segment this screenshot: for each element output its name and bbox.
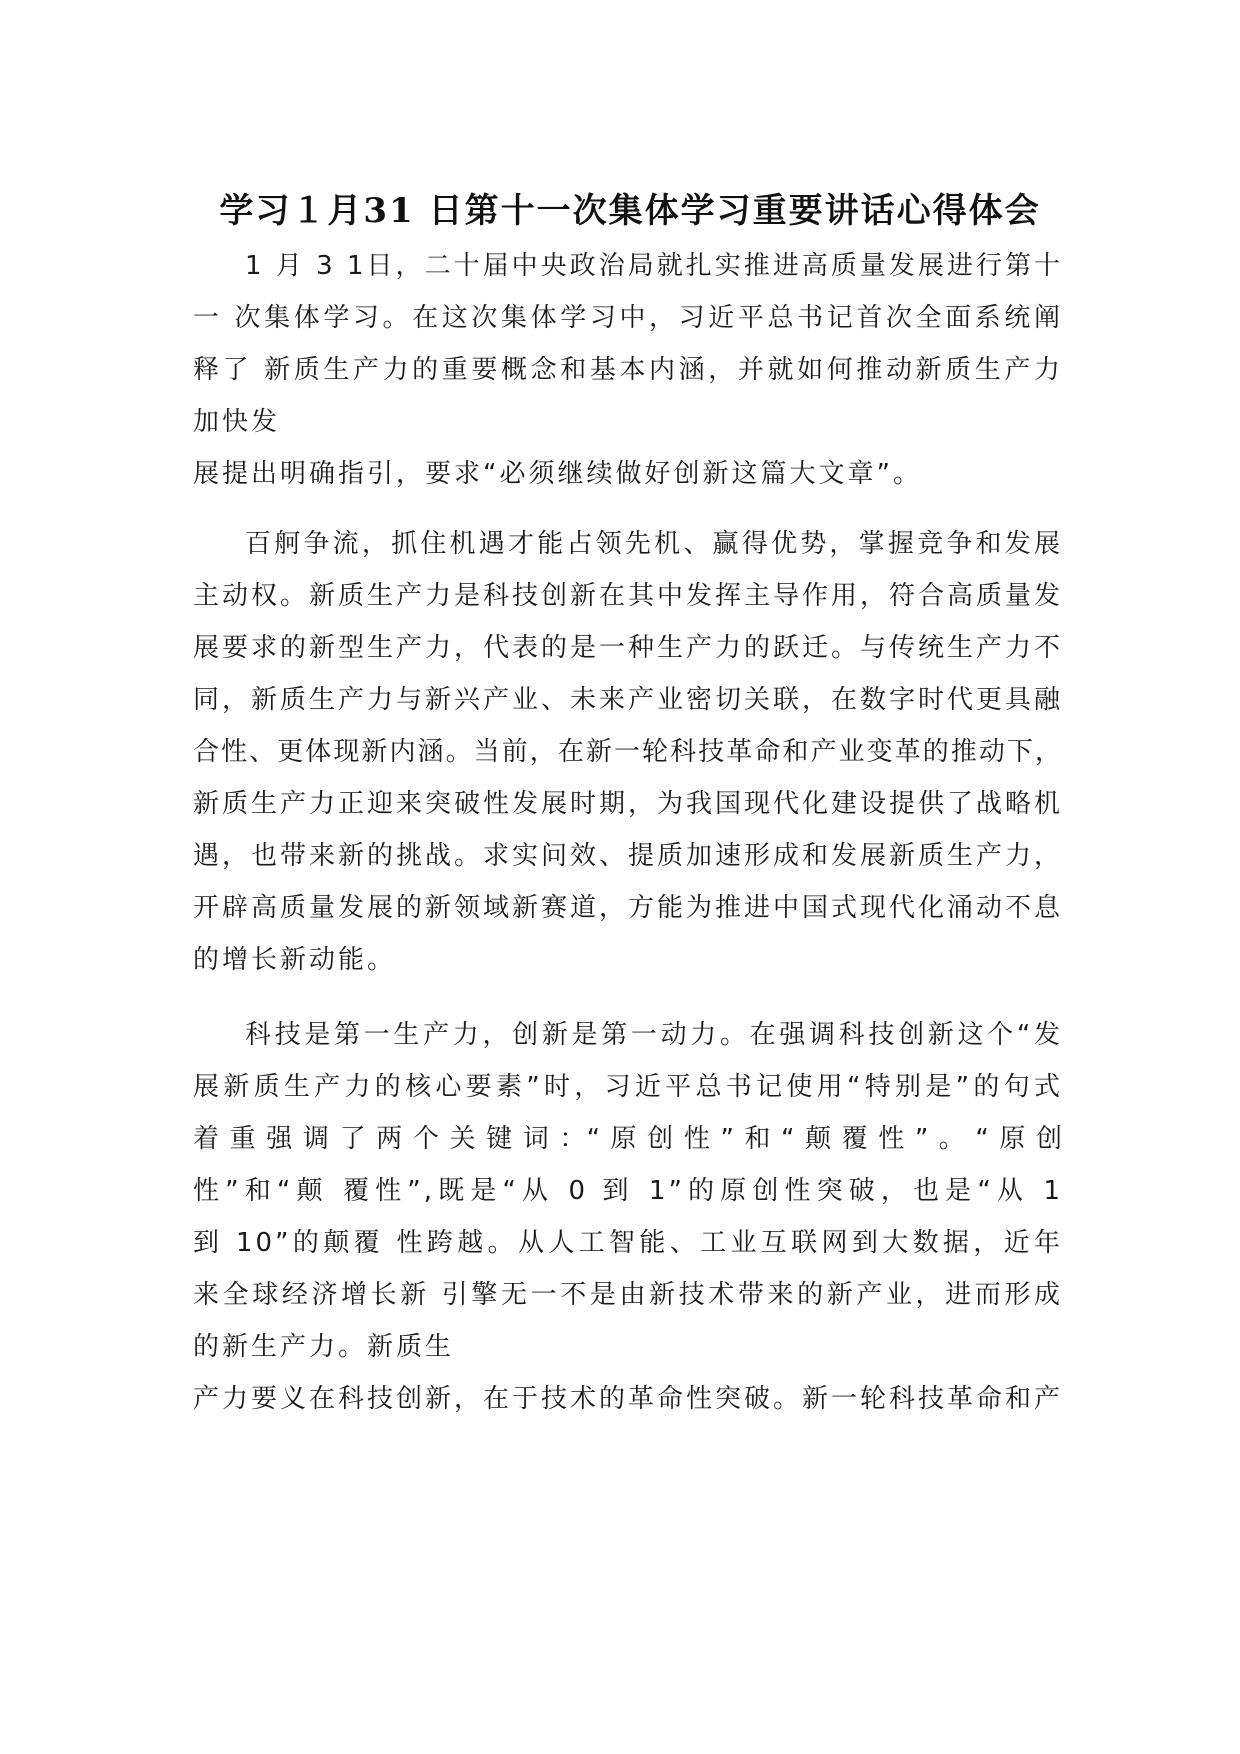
paragraph-line: 主动权。新质生产力是科技创新在其中发挥主导作用，符合高质量发 bbox=[193, 581, 1064, 611]
paragraph-line: 来全球经济增长新 引擎无一不是由新技术带来的新产业，进而形成 bbox=[193, 1280, 1063, 1310]
paragraph-line: 着 重 强 调 了 两 个 关 键 词 ：“ 原 创 性 ” 和 “ 颠 覆 性 ” 。 “ 原 创 bbox=[193, 1124, 1063, 1154]
paragraph-line: 遇，也带来新的挑战。求实问效、提质加速形成和发展新质生产力， bbox=[193, 841, 1064, 871]
paragraph-line: 一 次集体学习。在这次集体学习中，习近平总书记首次全面系统阐 bbox=[193, 303, 1063, 333]
paragraph-line: 合性、更体现新内涵。当前，在新一轮科技革命和产业变革的推动下， bbox=[193, 737, 1063, 767]
paragraph-line: 百舸争流，抓住机遇才能占领先机、赢得优势，掌握竞争和发展 bbox=[245, 529, 1063, 559]
paragraph-line: 到 10”的颠覆 性跨越。从人工智能、工业互联网到大数据，近年 bbox=[193, 1228, 1063, 1258]
paragraph-line: 科技是第一生产力，创新是第一动力。在强调科技创新这个“发 bbox=[245, 1020, 1063, 1050]
paragraph-line: 同，新质生产力与新兴产业、未来产业密切关联，在数字时代更具融 bbox=[193, 685, 1064, 715]
document-title: 学习１月31 日第十一次集体学习重要讲话心得体会 bbox=[219, 191, 1041, 231]
paragraph-3 bbox=[193, 1009, 1063, 1425]
paragraph-2 bbox=[193, 518, 1063, 986]
paragraph-line: 开辟高质量发展的新领域新赛道，方能为推进中国式现代化涌动不息 bbox=[193, 893, 1064, 923]
paragraph-line: 展新质生产力的核心要素”时，习近平总书记使用“特别是”的句式 bbox=[193, 1072, 1063, 1102]
paragraph-line: 释了 新质生产力的重要概念和基本内涵，并就如何推动新质生产力 bbox=[193, 355, 1063, 385]
paragraph-1 bbox=[193, 240, 1063, 500]
paragraph-line: 1 月 3 1日，二十届中央政治局就扎实推进高质量发展进行第十 bbox=[245, 251, 1063, 281]
paragraph-line: 的新生产力。新质生 bbox=[193, 1332, 455, 1362]
paragraph-line: 产力要义在科技创新，在于技术的革命性突破。新一轮科技革命和产 bbox=[193, 1384, 1064, 1414]
paragraph-line: 性”和“颠 覆性”,既是“从 0 到 1”的原创性突破，也是“从 1 bbox=[193, 1176, 1063, 1206]
paragraph-line: 展提出明确指引，要求“必须继续做好创新这篇大文章”。 bbox=[193, 459, 922, 489]
paragraph-line: 的增长新动能。 bbox=[193, 945, 397, 975]
paragraph-line: 加快发 bbox=[193, 407, 281, 437]
paragraph-line: 新质生产力正迎来突破性发展时期，为我国现代化建设提供了战略机 bbox=[193, 789, 1064, 819]
paragraph-line: 展要求的新型生产力，代表的是一种生产力的跃迁。与传统生产力不 bbox=[193, 633, 1064, 663]
